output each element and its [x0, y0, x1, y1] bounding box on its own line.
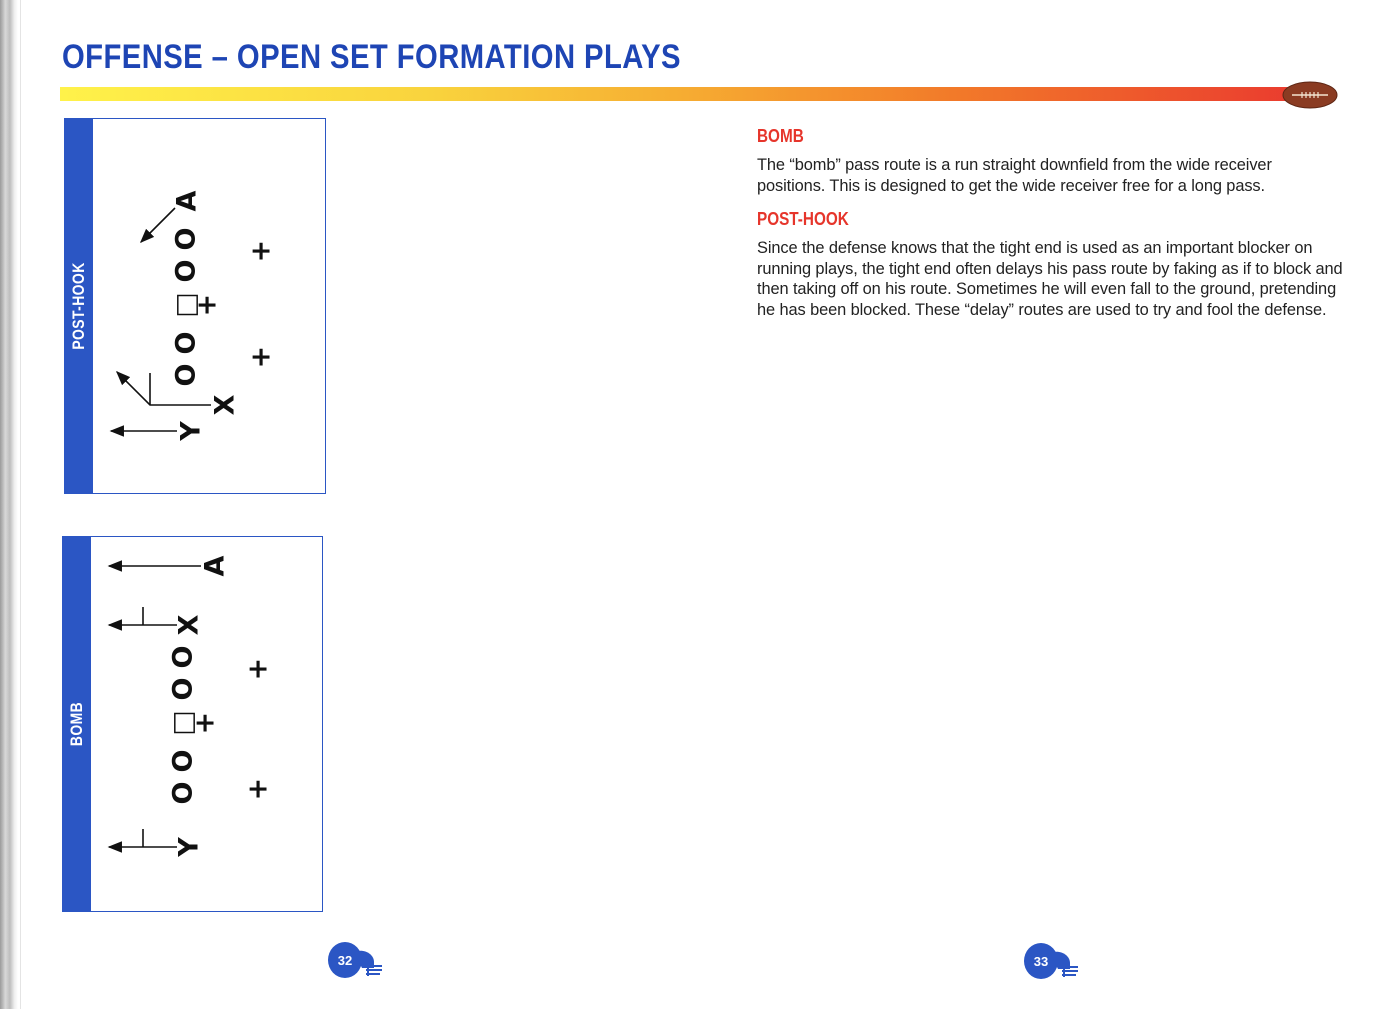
- player-center: □: [170, 292, 202, 318]
- player-back: +: [246, 773, 270, 805]
- player-x: X: [173, 614, 205, 636]
- play-tab-post-hook: [65, 119, 93, 493]
- player-back: +: [246, 653, 270, 685]
- player-o: O: [170, 363, 202, 387]
- player-y: Y: [173, 837, 205, 857]
- section-body-bomb: The “bomb” pass route is a run straight downfield from the wide receiver positions. This is designed to get the wide receiver free for a long pass.: [757, 156, 1272, 195]
- section-heading-post-hook: POST-HOOK: [757, 209, 849, 229]
- player-o: O: [167, 645, 199, 669]
- play-formation: [93, 119, 325, 491]
- football-helmet-icon: [352, 948, 384, 980]
- player-o: O: [170, 227, 202, 251]
- player-o: O: [170, 331, 202, 355]
- player-x: X: [209, 394, 241, 416]
- player-o: O: [167, 749, 199, 773]
- player-y: Y: [175, 421, 207, 441]
- player-o: O: [167, 677, 199, 701]
- player-back: +: [249, 341, 273, 373]
- player-quarterback: +: [195, 289, 219, 321]
- play-diagram-bomb: [62, 536, 323, 912]
- page-number-right: [1024, 943, 1084, 989]
- player-a: A: [171, 190, 203, 212]
- player-center: □: [167, 710, 199, 736]
- section-body-post-hook: Since the defense knows that the tight end is used as an important blocker on running plays, the tight end often delays his pass route by faking as if to block and then taking off on his route. Sometimes he will even fall to the ground, pretending he has been blocked. These “delay” routes are used to try and fool the defense.: [757, 239, 1343, 319]
- play-tab-bomb: [63, 537, 91, 911]
- page-number-left: [328, 942, 388, 988]
- play-tab-label: BOMB: [67, 701, 86, 747]
- page-edge-line: [20, 0, 21, 1009]
- player-a: A: [199, 555, 231, 577]
- play-tab-label: POST-HOOK: [69, 262, 88, 350]
- title-gradient-bar: [60, 87, 1300, 101]
- play-diagram-post-hook: [64, 118, 326, 494]
- play-formation: [91, 537, 323, 909]
- page-title: OFFENSE – OPEN SET FORMATION PLAYS: [62, 38, 681, 76]
- football-helmet-icon: [1048, 949, 1080, 981]
- football-icon: [1282, 80, 1338, 110]
- player-o: O: [170, 259, 202, 283]
- page-number-value: 33: [1024, 943, 1058, 979]
- book-spine-shadow: [0, 0, 18, 1009]
- page-number-value: 32: [328, 942, 362, 978]
- section-heading-bomb: BOMB: [757, 126, 804, 146]
- player-o: O: [167, 781, 199, 805]
- player-back: +: [249, 235, 273, 267]
- player-quarterback: +: [193, 707, 217, 739]
